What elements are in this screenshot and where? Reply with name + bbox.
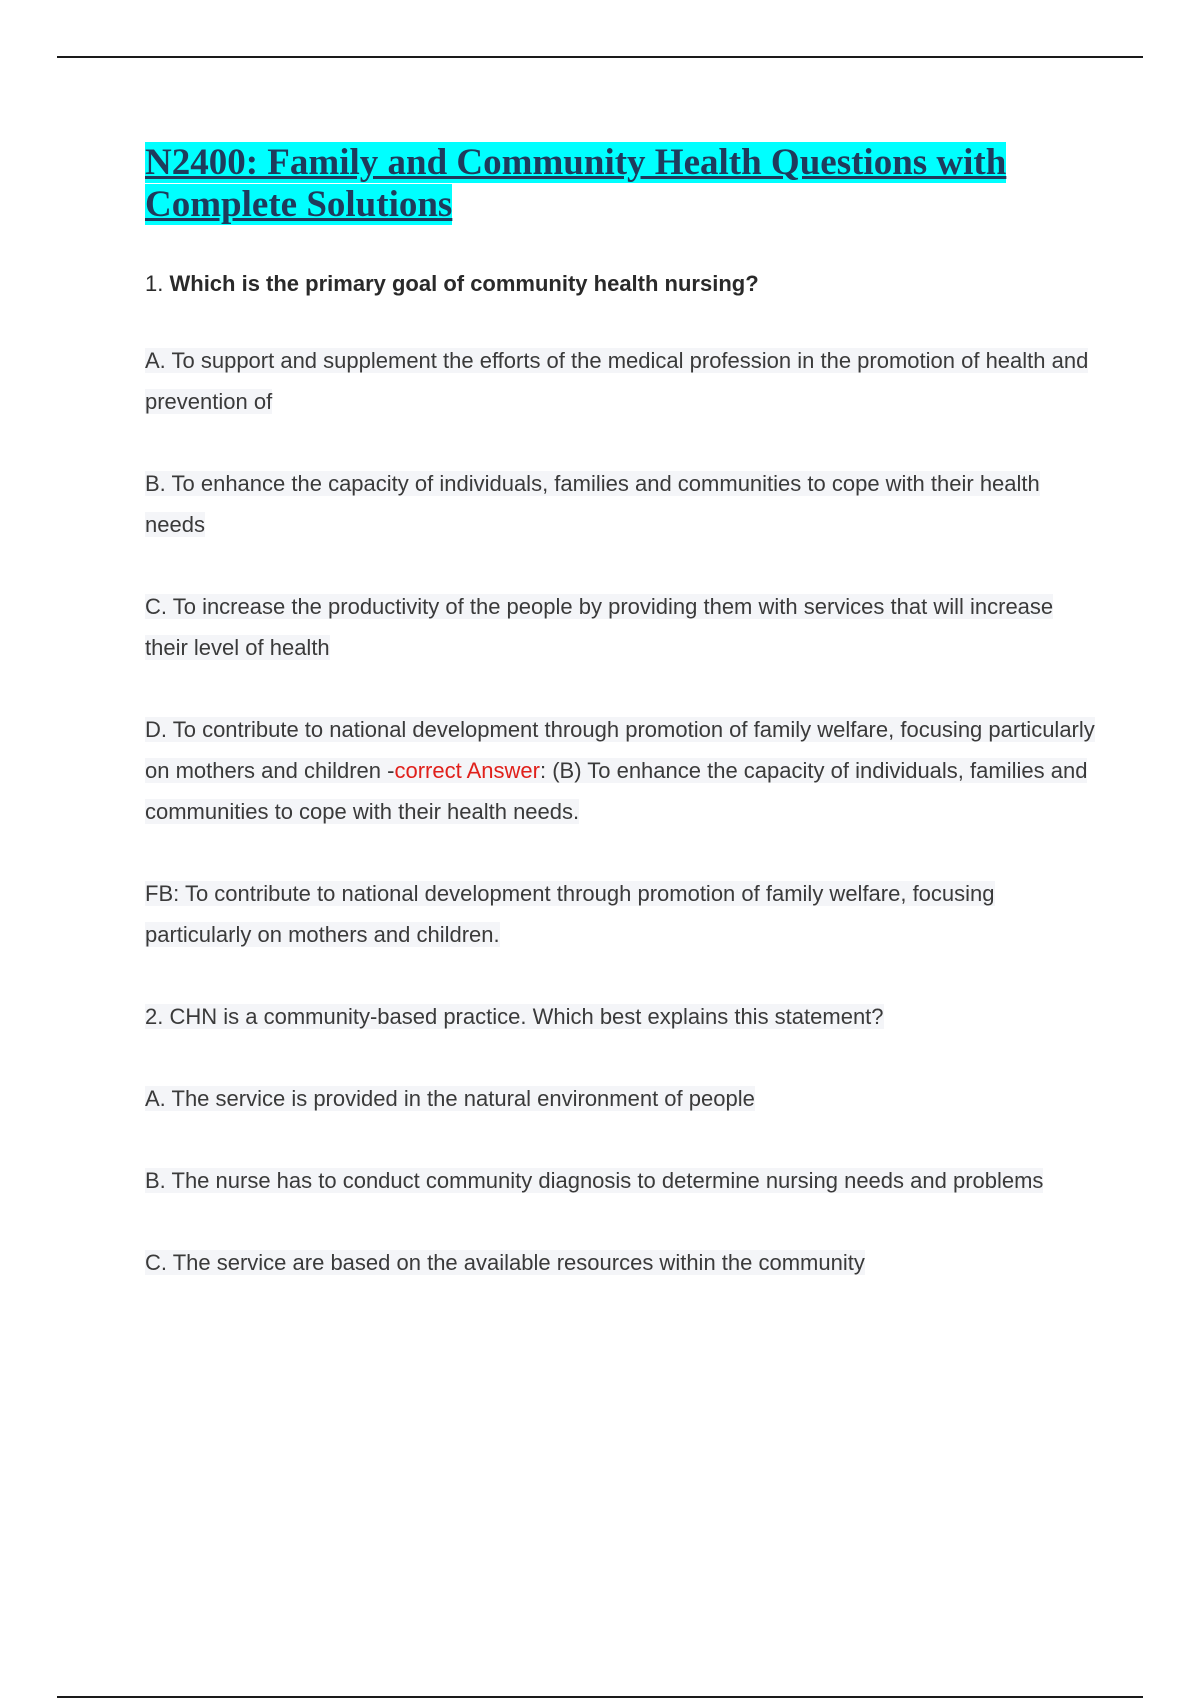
question-2-option-b: B. The nurse has to conduct community diagnosis to determine nursing needs and problems bbox=[145, 1168, 1044, 1193]
question-2-option-c: C. The service are based on the available resources within the community bbox=[145, 1250, 865, 1275]
document-body bbox=[145, 142, 1095, 1283]
question-2-option-a: A. The service is provided in the natural environment of people bbox=[145, 1086, 755, 1111]
question-1-option-c: C. To increase the productivity of the people by providing them with services that will increase their level of health bbox=[145, 594, 1054, 660]
question-1-text: Which is the primary goal of community health nursing? bbox=[169, 271, 759, 296]
question-1-feedback: FB: To contribute to national development through promotion of family welfare, focusing particularly on mothers and children. bbox=[145, 881, 995, 947]
question-1-option-a: A. To support and supplement the efforts of the medical profession in the promotion of health and prevention of bbox=[145, 348, 1089, 414]
question-1-option-d-with-answer bbox=[145, 709, 1095, 832]
question-2-text: 2. CHN is a community-based practice. Which best explains this statement? bbox=[145, 1004, 884, 1029]
question-1 bbox=[145, 269, 1095, 299]
question-1-number: 1. bbox=[145, 271, 164, 296]
correct-answer-text: : (B) To enhance the capacity of individuals, families and communities to cope with their health needs. bbox=[145, 758, 1088, 824]
question-1-option-b: B. To enhance the capacity of individuals, families and communities to cope with their health needs bbox=[145, 471, 1040, 537]
bottom-rule bbox=[57, 1696, 1143, 1698]
correct-answer-label: correct Answer bbox=[394, 758, 540, 783]
question-1-option-d: D. To contribute to national development through promotion of family welfare, focusing particularly on mothers and children - bbox=[145, 717, 1095, 783]
top-rule bbox=[57, 56, 1143, 58]
document-title[interactable]: N2400: Family and Community Health Questions with Complete Solutions bbox=[145, 142, 1007, 225]
